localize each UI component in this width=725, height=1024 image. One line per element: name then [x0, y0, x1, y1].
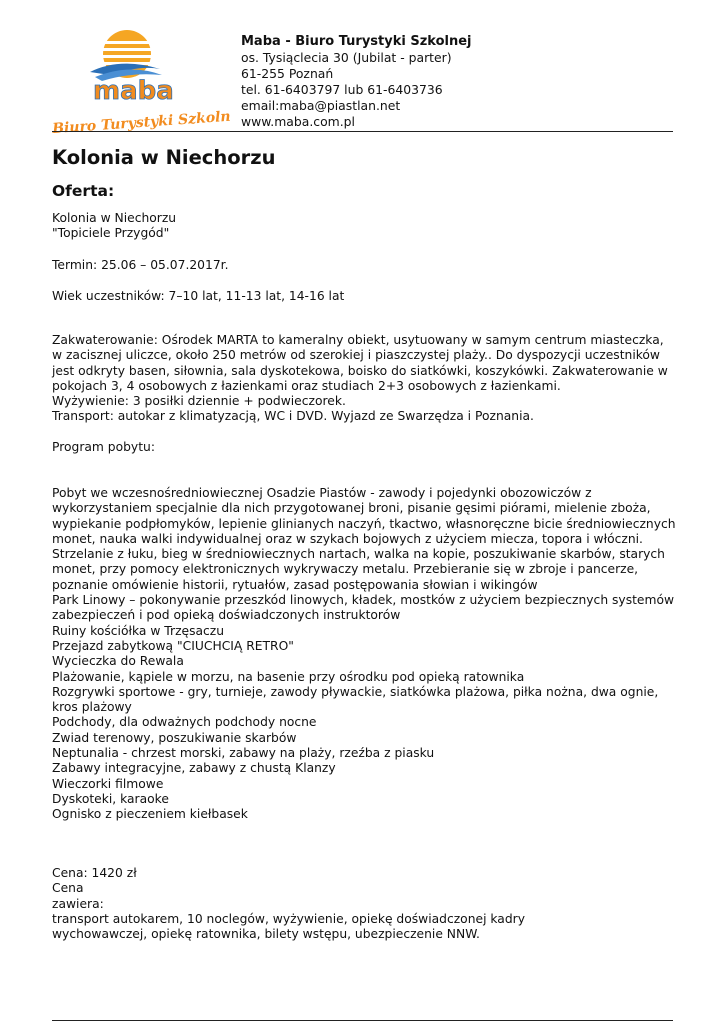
program-line: monet, przy pomocy elektronicznych wykrywaczy metalu. Przebieranie się w zbroje i pancerze,: [52, 562, 639, 577]
company-address: os. Tysiąclecia 30 (Jubilat - parter): [241, 50, 452, 65]
program-line: Park Linowy – pokonywanie przeszkód linowych, kładek, mostków z użyciem bezpiecznych systemów: [52, 593, 675, 608]
program-line: Przejazd zabytkową "CIUCHCIĄ RETRO": [52, 638, 294, 653]
text-line: Zakwaterowanie: Ośrodek MARTA to kameralny obiekt, usytuowany w samym centrum miasteczka,: [52, 333, 664, 347]
text-line: w zacisznej uliczce, około 250 metrów od szerokiej i piaszczystej plaży.. Do dyspozycji uczestników: [52, 348, 660, 363]
program-line: zabezpieczeń i pod opieką doświadczonych instruktorów: [52, 608, 401, 623]
text-line: jest odkryty basen, siłownia, sala dyskotekowa, boisko do siatkówki, koszykówki. Zakwaterowanie w: [52, 363, 668, 378]
logo-tagline: Biuro Turystyki Szkolnej: [51, 107, 230, 133]
offer-name: [52, 211, 176, 242]
participants-age: Wiek uczestników: 7–10 lat, 11-13 lat, 14-16 lat: [52, 289, 345, 303]
program-line: monet, nauka walki indywidualnej oraz w szykach bojowych z użyciem miecza, topora i włóczni.: [52, 531, 643, 546]
company-info: [241, 34, 472, 130]
program-line: Strzelanie z łuku, bieg w średniowiecznych nartach, walka na kopie, poszukiwanie skarbów, starych: [52, 547, 665, 562]
logo-word: maba: [93, 76, 174, 106]
page-title: Kolonia w Niechorzu: [52, 146, 276, 169]
offer-name-line: Kolonia w Niechorzu: [52, 211, 177, 225]
program-line: Dyskoteki, karaoke: [52, 791, 169, 806]
program-line: Wycieczka do Rewala: [52, 654, 184, 669]
text-line: Transport: autokar z klimatyzacją, WC i DVD. Wyjazd ze Swarzędza i Poznania.: [52, 409, 534, 424]
company-website[interactable]: www.maba.com.pl: [241, 114, 355, 129]
program-line: Zwiad terenowy, poszukiwanie skarbów: [52, 730, 297, 745]
maba-logo: [50, 27, 230, 133]
price-line: wychowawczej, opiekę ratownika, bilety wstępu, ubezpieczenie NNW.: [52, 927, 480, 942]
term: Termin: 25.06 – 05.07.2017r.: [52, 258, 229, 272]
price-section: [52, 866, 525, 942]
program-line: kros plażowy: [52, 700, 132, 715]
company-phone: tel. 61-6403797 lub 61-6403736: [241, 82, 443, 97]
offer-name-line: "Topiciele Przygód": [52, 226, 170, 241]
footer-divider: [52, 1020, 673, 1021]
company-name: Maba - Biuro Turystyki Szkolnej: [241, 34, 472, 49]
text-line: pokojach 3, 4 osobowych z łazienkami oraz studiach 2+3 osobowych z łazienkami.: [52, 378, 561, 393]
program-line: Plażowanie, kąpiele w morzu, na basenie przy ośrodku pod opieką ratownika: [52, 669, 525, 684]
program-line: Wieczorki filmowe: [52, 776, 164, 791]
program-list: [52, 486, 676, 823]
program-line: Podchody, dla odważnych podchody nocne: [52, 715, 317, 730]
program-line: Ognisko z pieczeniem kiełbasek: [52, 807, 248, 822]
price-line: Cena: [52, 881, 84, 896]
offer-heading: Oferta:: [52, 182, 115, 200]
program-line: Neptunalia - chrzest morski, zabawy na plaży, rzeźba z piasku: [52, 746, 435, 761]
program-line: Ruiny kościółka w Trzęsaczu: [52, 623, 225, 638]
program-heading: Program pobytu:: [52, 440, 155, 454]
program-line: wypiekanie podpłomyków, lepienie glinianych naczyń, tkactwo, własnoręczne bicie średniowiecznych: [52, 516, 676, 531]
program-line: Rozgrywki sportowe - gry, turnieje, zawody pływackie, siatkówka plażowa, piłka nożna, dwa ognie,: [52, 684, 659, 699]
program-line: Pobyt we wczesnośredniowiecznej Osadzie Piastów - zawody i pojedynki obozowiczów z: [52, 486, 592, 500]
program-line: wykorzystaniem specjalnie dla nich przygotowanej broni, pisanie gęsimi piórami, mielenie zboża,: [52, 501, 651, 516]
company-postal: 61-255 Poznań: [241, 66, 334, 81]
price-line: Cena: 1420 zł: [52, 866, 137, 880]
price-line: zawiera:: [52, 896, 104, 911]
price-line: transport autokarem, 10 noclegów, wyżywienie, opiekę doświadczonej kadry: [52, 911, 525, 926]
accommodation-section: [52, 333, 668, 425]
text-line: Wyżywienie: 3 posiłki dziennie + podwieczorek.: [52, 394, 346, 409]
logo-graphic: [50, 27, 230, 133]
program-line: Zabawy integracyjne, zabawy z chustą Klanzy: [52, 761, 336, 776]
program-line: poznanie omówienie historii, rytuałów, zasad postępowania słowian i wikingów: [52, 577, 538, 592]
company-email[interactable]: email:maba@piastlan.net: [241, 98, 401, 113]
header-divider: [52, 131, 673, 132]
